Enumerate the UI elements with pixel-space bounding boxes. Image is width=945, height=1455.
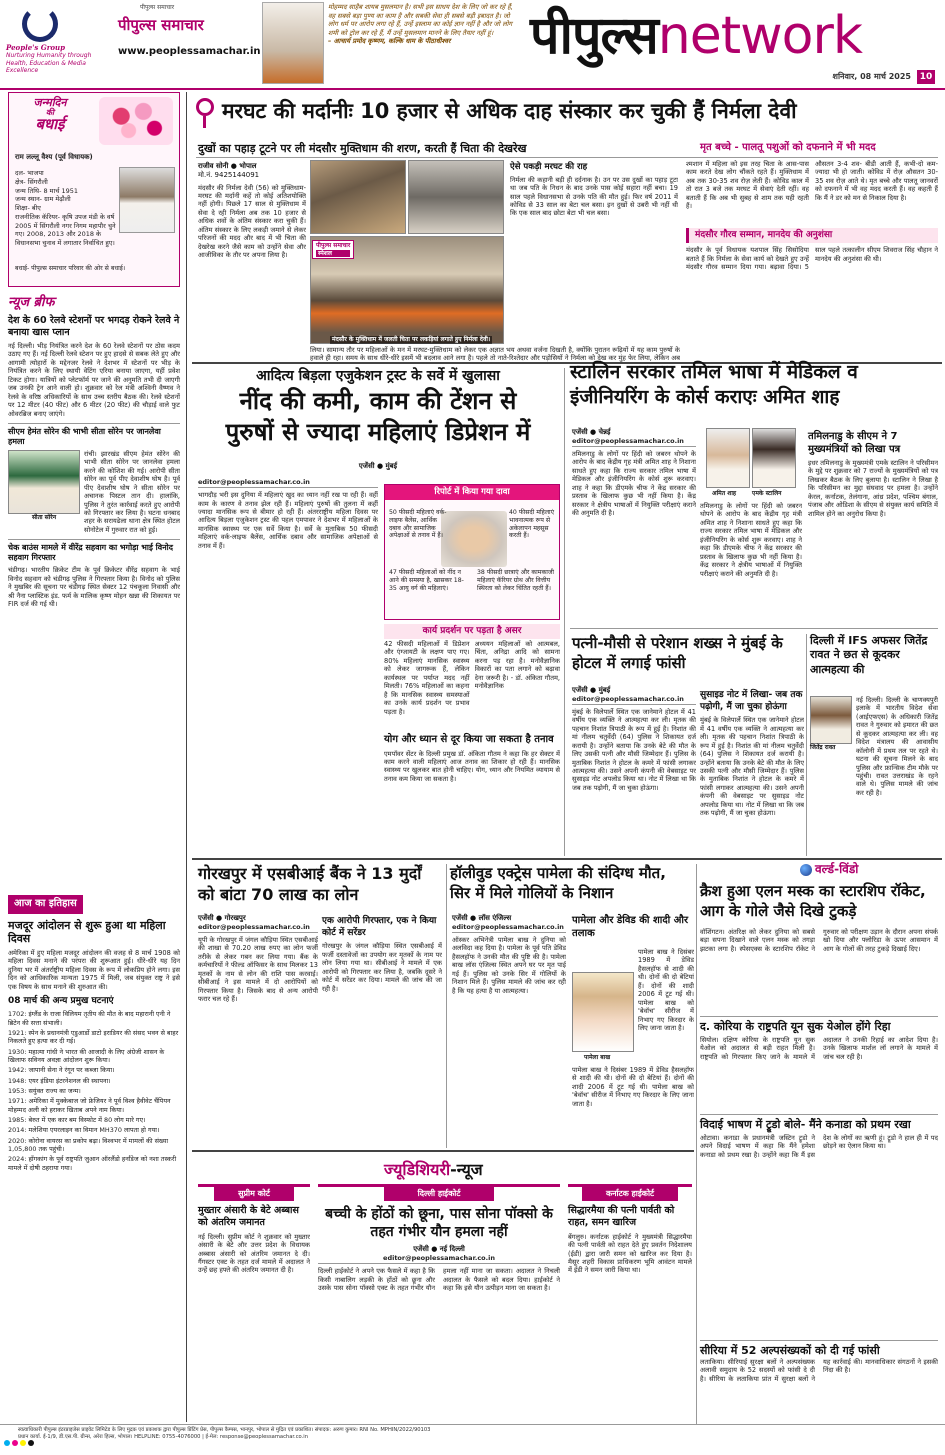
depression-headline-block bbox=[198, 368, 558, 448]
imprint-footer bbox=[0, 1424, 945, 1455]
lead-deck-rule bbox=[196, 157, 938, 158]
history-event: 1971: अमेरिका में मुक्केबाज जो फ्रेजियर ने पूर्व विश्व हैवीवेट चैंपियन मोहम्मद अली को हराकर खिताब अपने नाम किया। bbox=[8, 1097, 171, 1114]
stalin-letter-heading: तमिलनाडु के सीएम ने 7 मुख्यमंत्रियों को लिखा पत्र bbox=[808, 431, 901, 455]
pamela-sub-body: पामेला बाख ने दिसंबर 1989 में डेविड हैसलहॉफ से शादी की थी। दोनों की दो बेटियां हैं। दोनों की शादी 2006 में टूट गई थी। पामेला बाख को 'बेवॉच' सीरीज में निभाए गए किरदार के लिए जाना जाता है। bbox=[638, 948, 694, 1032]
depression-column-2 bbox=[384, 640, 560, 728]
trudeau-headline[interactable]: विदाई भाषण में ट्रूडो बोले- मैंने कनाडा को प्रथम रखा bbox=[700, 1114, 938, 1132]
history-event: 1921: स्पेन के प्रधानमंत्री एडुआर्डो डाटो इराडियर की संसद भवन से बाहर निकलते हुए हत्या कर दी गई। bbox=[8, 1029, 179, 1046]
mumbai-email[interactable]: editor@peoplessamachar.co.in bbox=[572, 695, 696, 705]
acharya-photo bbox=[262, 2, 324, 84]
birthday-heading: जन्मदिन की बधाई bbox=[33, 96, 67, 133]
stalin-bottom-rule bbox=[570, 628, 938, 629]
globe-icon bbox=[800, 864, 812, 876]
nirmla-devi-photo bbox=[310, 160, 406, 234]
lead-subhead-path: ऐसे पकड़ी मरघट की राह bbox=[510, 162, 588, 172]
ifs-column bbox=[810, 696, 938, 852]
sita-soren-brief-title[interactable]: सीएम हेमंत सोरेन की भाभी सीता सोरेन पर जानलेवा हमला bbox=[8, 423, 180, 447]
mk-stalin-caption: एमके स्टालिन bbox=[752, 490, 782, 497]
stalin-byline: एजेंसी ● चेन्नई bbox=[572, 428, 611, 436]
ifs-photo-slot bbox=[810, 696, 852, 852]
sita-soren-photo-slot bbox=[8, 450, 80, 522]
lead-body-3: निर्मला की कहानी बड़ी ही दर्दनाक है। उन पर उस दुखों का पहाड़ टूटा था जब पति के निधन के बाद उनके पास कोई सहारा नहीं बचा। 19 साल पहले विधानसभा से उनके पति की मौत हुई। फिर वर्ष 2011 में कोविड से 33 साल का बेटा चल बसा। इन दुखों से उबरी भी नहीं थी कि एक साल बाद छोटा बेटा भी चल बसा। bbox=[510, 175, 678, 218]
delhi-hc-label: दिल्ली हाईकोर्ट bbox=[384, 1187, 494, 1201]
peoples-samachar-small: पीपुल्स समाचार bbox=[140, 4, 175, 11]
judiciary-news-label: ज्यूडिशियरी-न्यूज bbox=[384, 1160, 483, 1179]
history-label: आज का इतिहास bbox=[8, 895, 83, 914]
report-infobox bbox=[384, 484, 560, 620]
syria-body: लताकिया। सीरियाई सुरक्षा बलों ने अल्पसंख्यक अलावी समुदाय के 52 सदस्यों को फांसी दे दी है। सीरिया के लताकिया प्रांत में सुरक्षा बलों ने यह कार्रवाई की। मानवाधिकार संगठनों ने इसकी निंदा की है। bbox=[700, 1358, 938, 1383]
yoga-block bbox=[384, 734, 560, 826]
lead-side-deck: मृत बच्चे - पालतू पशुओं को दफनाने में भी मदद bbox=[700, 142, 876, 153]
delhi-hc-email[interactable]: editor@peoplessamachar.co.in bbox=[318, 1254, 560, 1264]
pamela-email[interactable]: editor@peoplessamachar.co.in bbox=[452, 923, 566, 933]
pamela-sub-body-cont: पामेला बाख ने दिसंबर 1989 में डेविड हैसलहॉफ से शादी की थी। दोनों की दो बेटियां हैं। दोनों की शादी 2006 में टूट गई थी। पामेला बाख को 'बेवॉच' सीरीज में निभाए गए किरदार के लिए जाना जाता है। bbox=[572, 1066, 694, 1108]
delhi-hc-title[interactable]: बच्ची के होंठों को छूना, पास सोना पॉक्सो के तहत गंभीर यौन हमला नहीं bbox=[325, 1206, 553, 1241]
ifs-photo-caption: जितेंद्र रावत bbox=[810, 744, 836, 751]
gorakhpur-column-1 bbox=[198, 914, 318, 1158]
depression-body-2: 42 फीसदी महिलाओं में डिप्रेशन और एंग्जायटी के लक्षण पाए गए। 80% महिलाएं मानसिक स्वास्थ्य को लेकर जागरूक हैं, लेकिन कार्यस्थल पर पर्याप्त मदद नहीं मिलती। 76% महिलाओं का कहना है कि मानसिक स्वास्थ्य समस्याओं का उनके कार्य प्रदर्शन पर प्रभाव पड़ता है। bbox=[384, 640, 470, 716]
website-url[interactable]: www.peoplessamachar.in bbox=[118, 46, 261, 57]
lead-deck: दुखों का पहाड़ टूटने पर ली मंदसौर मुक्तिधाम की शरण, करती हैं चिता की देखरेख bbox=[198, 142, 527, 155]
peoples-samachar-logo: पीपुल्स समाचार bbox=[118, 16, 204, 34]
supreme-court-box bbox=[198, 1184, 310, 1415]
report-infobox-heading: रिपोर्ट में किया गया दावा bbox=[385, 485, 559, 500]
karnataka-hc-label: कर्नाटक हाईकोर्ट bbox=[582, 1187, 678, 1201]
page-number: 10 bbox=[917, 70, 935, 84]
report-stat-2: 40 फीसदी महिलाएं भावनात्मक रूप से अकेलापन महसूस करती हैं। bbox=[509, 509, 555, 540]
depression-body-4: अध्ययन महिलाओं को आत्मबल, चिंता, अनिद्रा आदि को सामना करना पड़ रहा है। मनोवैज्ञानिक विकारों का पता लगाने को बढ़ावा देना जरूरी है। - डॉ. अंकिता गौतम, मनोवैज्ञानिक bbox=[474, 640, 560, 691]
gorakhpur-body: यूपी के गोरखपुर में जंगल कौड़िया स्थित एसबीआई की शाखा से 70.20 लाख रुपए का लोन फर्जी तरीके से लेकर गबन कर लिया गया। बैंक के कर्मचारियों ने फील्ड ऑफिसर के साथ मिलकर 13 मृतकों के नाम से लोन की राशि पास करवाई। सीबीआई ने इस मामले में दो आरोपियों को गिरफ्तार किया है। जिसके बाद से अन्य आरोपी फरार चल रहे हैं। bbox=[198, 935, 318, 1003]
stalin-body: तमिलनाडु के लोगों पर हिंदी को जबरन थोपने के आरोप के बाद केंद्रीय गृह मंत्री अमित शाह ने निशाना साधते हुए कहा कि राज्य सरकार तमिल भाषा में मेडिकल और इंजीनियरिंग के कोर्स शुरू करवाए। शाह ने कहा कि डीएमके चीफ ने केंद्र सरकार की प्रस्ताव के खिलाफ कुछ भी नहीं किया है। केंद्र सरकार ने क्षेत्रीय भाषाओं में नियुक्ति परीक्षाएं कराने की अनुमति दी है। bbox=[572, 449, 696, 517]
starship-headline[interactable]: क्रैश हुआ एलन मस्क का स्टारशिप रॉकेट, आग के गोले जैसे दिखे टुकड़े bbox=[700, 882, 926, 920]
pamela-subhead: पामेला और डेविड की शादी और तलाक bbox=[572, 915, 689, 939]
supreme-court-label: सुप्रीम कोर्ट bbox=[214, 1187, 294, 1201]
nirmla-devi-portrait bbox=[408, 160, 504, 234]
news-brief-column bbox=[8, 295, 180, 609]
female-symbol-icon bbox=[196, 98, 218, 130]
jitendra-rawat-photo bbox=[810, 696, 852, 744]
depression-body-1: भागदौड़ भरी इस दुनिया में महिलाएं खुद का ध्यान नहीं रख पा रही हैं। वहीं काम के कारण वे तनाव झेल रही हैं। महिलाएं पुरुषों की तुलना में कहीं ज्यादा मानसिक रूप से बीमार हो रही हैं। अंतरराष्ट्रीय महिला दिवस पर आदित्य बिड़ला एजुकेशन ट्रस्ट की पहल एमपावर ने देशभर में महिलाओं के मानसिक स्वास्थ्य पर एक सर्वे किया है। सर्वे के मुताबिक 50 फीसदी महिलाएं वर्क-लाइफ बैलेंस, आर्थिक दबाव और सामाजिक अपेक्षाओं से तनाव में हैं। bbox=[198, 491, 378, 550]
pamela-column-1 bbox=[452, 914, 566, 1144]
depression-kicker: आदित्य बिड़ला एजुकेशन ट्रस्ट के सर्वे में खुलासा bbox=[256, 368, 500, 384]
performance-subhead: कार्य प्रदर्शन पर पड़ता है असर bbox=[384, 624, 560, 639]
karnataka-hc-title[interactable]: सिद्धारमैया की पत्नी पार्वती को राहत, समन खारिज bbox=[568, 1205, 675, 1229]
mumbai-column-1 bbox=[572, 686, 696, 856]
lead-phone: मो.नं. 9425144091 bbox=[198, 170, 260, 179]
birthday-person-name: राम लल्लू वैश्य (पूर्व विधायक) bbox=[15, 153, 93, 161]
birthday-footer: बधाई- पीपुल्स समाचार परिवार की ओर से बधाई। bbox=[15, 265, 126, 272]
gorakhpur-subhead: एक आरोपी गिरफ्तार, एक ने किया कोर्ट में सरेंडर bbox=[322, 916, 437, 938]
history-body: अमेरिका में हुए महिला मजदूर आंदोलन की वजह से 8 मार्च 1908 को महिला दिवस मनाने की परंपरा की शुरूआत हुई। धीरे-धीरे यह दिन दुनिया भर में अंतर्राष्ट्रीय महिला दिवस के रूप में लोकप्रिय होने लगा। इस दिन को आधिकारिक मान्यता 1975 में मिली, जब संयुक्त राष्ट्र ने इसे एक विषय के साथ मनाने की शुरुआत की। bbox=[8, 949, 180, 991]
history-column bbox=[8, 895, 180, 1174]
sehwag-brief-body: चंडीगढ़। भारतीय क्रिकेट टीम के पूर्व क्रिकेटर वीरेंद्र सहवाग के भाई विनोद सहवाग को चंडीगढ़ पुलिस ने गिरफ्तार किया है। विनोद को पुलिस ने मुखबिर की सूचना पर चंडीगढ़ स्थित सेक्टर 12 पंचकूला निवासी और श्री नैना प्लास्टिक इंड. फर्म के मालिक कृष्ण मोहन खन्ना की शिकायत पर FIR दर्ज की गई थी। bbox=[8, 566, 180, 609]
supreme-court-title[interactable]: मुख्तार अंसारी के बेटे अब्बास को अंतरिम जमानत bbox=[198, 1205, 299, 1229]
history-event: 1942: जापानी सेना ने रंगून पर कब्जा किया। bbox=[8, 1066, 115, 1075]
delhi-hc-body: दिल्ली हाईकोर्ट ने अपने एक फैसले में कहा है कि किसी नाबालिग लड़की के होंठों को छूना और उसके पास सोना पॉक्सो एक्ट के तहत गंभीर यौन हमला नहीं माना जा सकता। अदालत ने निचली अदालत के फैसले को बदल दिया। हाईकोर्ट ने कहा कि इसे यौन उत्पीड़न माना जा सकता है। bbox=[318, 1267, 560, 1293]
gorakhpur-body-2: गोरखपुर के जंगल कौड़िया स्थित एसबीआई में फर्जी दस्तावेजों का उपयोग कर मृतकों के नाम पर लोन लिया गया था। सीबीआई ने मामले में एक आरोपी को गिरफ्तार कर लिया है, जबकि दूसरे ने कोर्ट में सरेंडर कर दिया। मामले की जांच की जा रही है। bbox=[322, 942, 442, 993]
stalin-body-cont: तमिलनाडु के लोगों पर हिंदी को जबरन थोपने के आरोप के बाद केंद्रीय गृह मंत्री अमित शाह ने निशाना साधते हुए कहा कि राज्य सरकार तमिल भाषा में मेडिकल और इंजीनियरिंग के कोर्स शुरू करवाए। शाह ने कहा कि डीएमके चीफ ने केंद्र सरकार की प्रस्ताव के खिलाफ कुछ भी नहीं किया है। केंद्र सरकार ने क्षेत्रीय भाषाओं में नियुक्ति परीक्षाएं कराने की अनुमति दी है। bbox=[700, 502, 802, 578]
pamela-bach-photo bbox=[572, 972, 634, 1052]
lead-photo-caption: मंदसौर के मुक्तिधाम में जलती चिता पर लकड़ियां लगाते हुए निर्मला देवी। bbox=[332, 336, 491, 343]
pamela-caption: पामेला बाख bbox=[584, 1054, 611, 1061]
karnataka-hc-body: बेंगलुरु। कर्नाटक हाईकोर्ट ने मुख्यमंत्री सिद्धारमैया की पत्नी पार्वती को राहत देते हुए प्रवर्तन निदेशालय (ईडी) द्वारा जारी समन को खारिज कर दिया है। मैसूर शहरी विकास प्राधिकरण भूमि आवंटन मामले में ईडी ने समन जारी किया था। bbox=[568, 1232, 692, 1275]
history-event: 1930: महात्मा गांधी ने भारत की आजादी के लिए अंग्रेजी शासन के खिलाफ सविनय अवज्ञा आंदोलन शुरू किया। bbox=[8, 1047, 165, 1065]
mumbai-headline[interactable]: पत्नी-मौसी से परेशान शख्स ने मुंबई के होटल में लगाई फांसी bbox=[572, 634, 783, 672]
yoga-body: एमपॉवर सेंटर के दिल्ली प्रमुख डॉ. अंकिता गौतम ने कहा कि हर सेक्टर में काम करने वाली महिलाएं आज तनाव का शिकार हो रही हैं। मानसिक स्वास्थ्य पर खुलकर बात होनी चाहिए। योग, ध्यान और नियमित व्यायाम से तनाव कम किया जा सकता है। bbox=[384, 749, 560, 783]
karnataka-hc-box bbox=[568, 1184, 692, 1403]
imprint-line-1: स्वत्वाधिकारी पीपुल्स इंटरप्राइजेस प्राइवेट लिमिटेड के लिए मुद्रक एवं प्रकाशक द्वारा पीपुल्स प्रिंटिंग प्रेस, पीपुल्स कैम्पस, भानपुर, भोपाल से मुद्रित एवं प्रकाशित। संपादक: अरुण कुमार। RNI No. MPHIN/2022/90103 bbox=[18, 1427, 431, 1433]
sita-soren-photo bbox=[8, 450, 80, 514]
stalin-email[interactable]: editor@peoplessamachar.co.in bbox=[572, 437, 696, 447]
masthead bbox=[0, 0, 945, 90]
ifs-divider bbox=[806, 634, 807, 856]
lead-body-5: औसतन 3-4 शव- बीडी आती हैं, कभी-दो कम-ज्यादा भी हो जाती। कोविड में रोज़ औसतन 30-35 शव रोज़ आते थे। मृत बच्चे और पालतू जानवरों को दफनाने में भी वह मदद करती हैं। वह कहती हैं कि मैं ने डर को मन से निकाल दिया है। bbox=[815, 160, 938, 202]
peoples-group-logo-icon bbox=[22, 6, 58, 42]
depression-headline-2[interactable]: पुरुषों से ज्यादा महिलाएं डिप्रेशन में bbox=[225, 417, 531, 446]
lead-column-3 bbox=[510, 162, 678, 352]
lead-body-1: मंदसौर की निर्मला देवी (56) को मुक्तिधाम- मरघट की मर्दानी कहें तो कोई अतिशयोक्ति नहीं होगी। पिछले 17 साल से मुक्तिधाम में सेवा दे रही निर्मला अब तक 10 हजार से अधिक शवों के अंतिम संस्कार करा चुकी हैं। अंतिम संस्कार के लिए लकड़ी जमाने से लेकर परिजनों की मदद और बाद में भी चिता की देखरेख करने जैसे काम को उन्होंने सेवा और आजीविका के तौर पर अपना लिया है। bbox=[198, 183, 306, 259]
mandsaur-gaurav-heading: मंदसौर गौरव सम्मान, मानदेय की अनुशंसा bbox=[686, 228, 938, 243]
history-event: 1948: एयर इंडिया इंटरनेशनल की स्थापना। bbox=[8, 1076, 111, 1085]
pamela-byline: एजेंसी ● लॉस एंजिल्स bbox=[452, 914, 512, 922]
depression-byline-block bbox=[198, 462, 558, 471]
mk-stalin-photo bbox=[752, 428, 796, 488]
mumbai-byline: एजेंसी ● मुंबई bbox=[572, 686, 611, 694]
lead-body-2: लिया। सामान्य तौर पर महिलाओं के मन में मरघट-मुक्तिधाम को लेकर एक अज्ञात भय अथवा वर्जना दिखती है, क्योंकि पुरातन रूढ़ियों में यह काम पुरुषों के हवाले ही रहा। समय के साथ धीरे-धीरे इसमें भी बदलाव आने लगा है। पहले तो नाते-रिश्तेदार और पड़ोसियों ने निर्मला को देख कर मुंह फेर लिया, लेकिन अब bbox=[310, 346, 680, 362]
pamela-body: ऑस्कर अभिनेत्री पामेला बाख ने दुनिया को अलविदा कह दिया है। पामेला के पूर्व पति डेविड हैसलहॉफ ने उनकी मौत की पुष्टि की है। पामेला बाख लॉस एंजिल्स स्थित अपने घर पर मृत पाई गई हैं। पुलिस को उनके सिर में गोलियों के निशान मिले हैं। पुलिस मामले की जांच कर रही है कि यह हत्या है या आत्महत्या। bbox=[452, 935, 566, 995]
lead-side-column bbox=[686, 160, 938, 318]
ifs-body: नई दिल्ली। दिल्ली के चाणक्यपुरी इलाके में भारतीय विदेश सेवा (आईएफएस) के अधिकारी जितेंद्र रावत ने गुरुवार को इमारत की छत से कूदकर आत्महत्या कर ली। वह विदेश मंत्रालय की आवासीय कॉलोनी में प्रथम तल पर रहते थे। घटना की सूचना मिलने के बाद पुलिस और फ्रान्सिक टीम मौके पर पहुंची। रावत उत्तराखंड के रहने वाले थे। पुलिस मामले की जांच कर रही है। bbox=[856, 696, 938, 797]
mumbai-body-cont: मुंबई के विलेपार्ले स्थित एक जानेमाने होटल में 41 वर्षीय एक व्यक्ति ने आत्महत्या कर ली। मृतक की पहचान निशांत त्रिपाठी के रूप में हुई है। निशांत की मां नीलम चतुर्वेदी (64) पुलिस ने शिकायत दर्ज करायी है। उन्होंने बताया कि उनके बेटे की मौत के लिए उसकी पत्नी और मौसी जिम्मेदार हैं। पुलिस के मुताबिक निशांत ने होटल के कमरे में फांसी लगाकर आत्महत्या की। उसने अपनी कंपनी की वेबसाइट पर सुसाइड नोट अपलोड किया था। नोट में लिखा था कि जब तक पढ़ोगी, मैं जा चुका होऊंगा। bbox=[700, 716, 804, 818]
lead-headline[interactable]: मरघट की मर्दानीः 10 हजार से अधिक दाह संस्कार कर चुकी हैं निर्मला देवी bbox=[222, 99, 797, 123]
amit-shah-photo bbox=[706, 428, 750, 488]
ifs-headline[interactable]: दिल्ली में IFS अफसर जितेंद्र रावत ने छत से कूदकर आत्महत्या की bbox=[810, 634, 928, 676]
depression-byline: एजेंसी ● मुंबई bbox=[358, 462, 398, 470]
gorakhpur-column-2 bbox=[322, 916, 442, 1138]
history-events-heading: 08 मार्च की अन्य प्रमुख घटनाएं bbox=[8, 996, 114, 1007]
news-brief-heading: न्यूज ब्रीफ bbox=[8, 295, 55, 310]
history-event: 1985: बेरुत में एक कार बम विस्फोट में 80 लोग मारे गए। bbox=[8, 1116, 146, 1125]
masthead-divider bbox=[0, 88, 945, 90]
depression-right-divider bbox=[564, 368, 565, 856]
history-event: 2024: हॉंगकांग के पूर्व राष्ट्रपति जुआन ऑरलैंडो हर्नांडेज को नशा तस्करी मामले में दोषी ठहराया गया। bbox=[8, 1155, 177, 1172]
pamela-headline[interactable]: हॉलीवुड एक्ट्रेस पामेला की संदिग्ध मौत, सिर में मिले गोलियों के निशान bbox=[450, 864, 666, 902]
report-stat-3: 47 फीसदी महिलाओं को नींद न आने की समस्या है, खासकर 18-35 आयु वर्ग की महिलाएं। bbox=[389, 569, 464, 592]
history-events-list bbox=[8, 1010, 180, 1172]
stalin-column-1 bbox=[572, 428, 696, 606]
syria-headline[interactable]: सीरिया में 52 अल्पसंख्यकों को दी गई फांसी bbox=[700, 1340, 938, 1358]
history-event: 1953: सयुंक्त राज्य का जन्म। bbox=[8, 1087, 81, 1096]
registration-mark-icon bbox=[12, 1440, 18, 1446]
stalin-letter-box bbox=[808, 430, 938, 611]
birthday-person-photo bbox=[119, 167, 175, 233]
sehwag-brief-title[interactable]: चेक बाउंस मामले में वीरेंद्र सहवाग का भगोड़ा भाई विनोद सहवाग गिरफ्तार bbox=[8, 539, 180, 563]
mid-page-rule bbox=[192, 858, 942, 860]
history-event: 2014: मलेशिया एयरलाइन का विमान MH370 लापता हो गया। bbox=[8, 1126, 160, 1135]
mumbai-body: मुंबई के विलेपार्ले स्थित एक जानेमाने होटल में 41 वर्षीय एक व्यक्ति ने आत्महत्या कर ली। मृतक की पहचान निशांत त्रिपाठी के रूप में हुई है। निशांत की मां नीलम चतुर्वेदी (64) पुलिस ने शिकायत दर्ज करायी है। उन्होंने बताया कि उनके बेटे की मौत के लिए उसकी पत्नी और मौसी जिम्मेदार हैं। पुलिस के मुताबिक निशांत ने होटल के कमरे में फांसी लगाकर आत्महत्या की। उसने अपनी कंपनी की वेबसाइट पर सुसाइड नोट अपलोड किया था। नोट में लिखा था कि जब तक पढ़ोगी, मैं जा चुका होऊंगा। bbox=[572, 707, 696, 792]
yoga-subhead: योग और ध्यान से दूर किया जा सकता है तनाव bbox=[384, 734, 554, 745]
history-title[interactable]: मजदूर आंदोलन से शुरू हुआ था महिला दिवस bbox=[8, 918, 166, 946]
gorakhpur-divider bbox=[446, 864, 447, 1148]
railway-brief-body: नई दिल्ली। भीड़ नियंत्रित करने देश के 60 रेलवे स्टेशनों पर ठोस कदम उठाए गए हैं। नई दिल्ली रेलवे स्टेशन पर हुए हादसे से सबक लेते हुए और आगामी त्योहारों के मद्देनजर रेलवे ने देशभर में स्टेशनों पर भीड़ के नियंत्रित करने के लिए स्थायी वेटिंग एरिया बनाया जाएगा, यहीं प्रवेश टिकट होगा। यात्रियों को प्लेटफॉर्म पर जाने की अनुमति तभी दी जाएगी जब उनकी ट्रेन आने वाली हो। शुक्रवार को रेल मंत्री अश्विनी वैष्णव ने रेलवे के वरिष्ठ अधिकारियों के साथ उच्च स्तरीय बैठक की। रेलवे स्टेशनों पर 12 मीटर (40 फीट) और 6 मीटर (20 फीट) की चौड़ाई वाले फुट ओवरब्रिज बनाए जाएंगे। bbox=[8, 342, 180, 418]
peoples-group-tagline: People's Group Nurturing Humanity through Health, Education & Media Excellence bbox=[6, 43, 92, 74]
flower-bouquet-icon bbox=[99, 97, 173, 145]
amit-shah-caption: अमित शाह bbox=[712, 490, 737, 497]
quote-of-day: मोहम्मद साहैब शायब मुसलमान है। सभी इस साधय देश के लिए जो कर रहे हैं, वह सबसे बड़ा पुण्य का काम है और सबकी सेवा ही सबसे बड़ी इबादत है। जो लोग धर्म पर आरोप लगा रहे हैं, उन्हें इस्लाम का कोई ज्ञान नहीं है और जो लोग शमी को ट्रोल कर रहे हैं, मैं उन्हें मुसलमान मानने के लिए तैयार नहीं हूं। – आचार्य प्रमोद कृष्णम, कल्कि धाम के पीठाधीश्वर bbox=[328, 3, 513, 46]
delhi-hc-byline: एजेंसी ● नई दिल्ली bbox=[413, 1245, 465, 1254]
world-divider bbox=[696, 864, 697, 1424]
stalin-headline[interactable]: स्टालिन सरकार तमिल भाषा में मेडिकल व इंजीनियरिंग के कोर्स कराएः अमित शाह bbox=[570, 361, 858, 408]
peoples-samachar-special-stamp: पीपुल्स समाचार स्पेशल bbox=[312, 240, 354, 259]
world-window-label: वर्ल्ड-विंडो bbox=[800, 862, 936, 877]
trudeau-body: ओटावा। कनाडा के प्रधानमंत्री जस्टिन ट्रूडो ने अपने विदाई भाषण में कहा कि मैंने हमेशा कनाडा को प्रथम रखा है। उन्होंने कहा कि मैं इस देश के लोगों का ऋणी हूं। ट्रूडो ने हाल ही में पद छोड़ने का ऐलान किया था। bbox=[700, 1134, 938, 1159]
history-event: 1702: इंग्लैंड के राजा विलियम तृतीय की मौत के बाद महारानी एनी ने ब्रिटेन की सत्ता संभाली। bbox=[8, 1010, 171, 1027]
report-stat-1: 50 फीसदी महिलाएं वर्क-लाइफ बैलेंस, आर्थिक दबाव और सामाजिक अपेक्षाओं से तनाव में हैं। bbox=[389, 509, 447, 540]
lead-byline: राजीव सोनी ● भोपाल bbox=[198, 162, 257, 170]
registration-mark-icon bbox=[28, 1440, 34, 1446]
imprint-line-2: प्रधान कार्या. ई-1/9, डी.एस.पी. ग्रीन्स, अरेरा हिल्स, भोपाल। HELPLINE: 0755-4076000 | ई-मेल: response@peoplessamachar.co.in bbox=[18, 1433, 309, 1440]
history-event: 2020: कोरोना वायरस का प्रकोप बढ़ा। विश्वभर में मामलों की संख्या 1,05,800 तक पहुंची। bbox=[8, 1136, 169, 1154]
korea-headline[interactable]: द. कोरिया के राष्ट्रपति यून सुक येओल होंगे रिहा bbox=[700, 1016, 938, 1034]
depression-column-1 bbox=[198, 478, 378, 769]
registration-mark-icon bbox=[20, 1440, 26, 1446]
stalin-letter-body: इधर तमिलनाडु के मुख्यमंत्री एमके स्टालिन ने परिसीमन के मुद्दे पर शुक्रवार को 7 राज्यों के मुख्यमंत्रियों को पत्र लिखकर बैठक के लिए बुलाया है। स्टालिन ने लिखा है कि परिसीमन का मुद्दा संघवाद पर हमला है। उन्होंने केरल, कर्नाटक, तेलंगाना, आंध्र प्रदेश, पश्चिम बंगाल, पंजाब और ओडिशा के सीएम से संयुक्त कार्य समिति में शामिल होने का अनुरोध किया है। bbox=[808, 459, 938, 518]
gorakhpur-byline: एजेंसी ● गोरखपुर bbox=[198, 914, 246, 922]
birthday-box bbox=[8, 92, 180, 287]
sita-soren-brief-body: रांची। झारखंड सीएम हेमंत सोरेन की भाभी सीता सोरेन पर जानलेवा हमला करने की कोशिश की गई। आरोपी सीता सोरेन का पूर्व पीए देवाशीष घोष है। पूर्व पीए देवाशीष घोष ने सीता सोरेन पर अचानक पिस्टल तान दी। हालांकि, पुलिस ने तुरंत कार्रवाई करते हुए आरोपी को गिरफ्तार कर लिया है। घटना धनबाद शहर के सरायढेला थाना क्षेत्र स्थित होटल सोनोटेल में गुरुवार रात को हुई। bbox=[84, 449, 180, 534]
gorakhpur-email[interactable]: editor@peoplessamachar.co.in bbox=[198, 923, 318, 933]
sita-soren-caption: सीता सोरेन bbox=[31, 513, 57, 521]
depression-headline-1[interactable]: नींद की कमी, काम की टेंशन से bbox=[239, 386, 517, 415]
peoples-network-logo: पीपुल्सnetwork bbox=[530, 6, 862, 66]
supreme-court-body: नई दिल्ली। सुप्रीम कोर्ट ने शुक्रवार को मुख्तार अंसारी के बेटे और उत्तर प्रदेश के विधायक अब्बास अंसारी को अंतरिम जमानत दे दी। गैंगस्टर एक्ट के तहत दर्ज मामले में अदालत ने उन्हें छह हफ्ते की अंतरिम जमानत दी है। bbox=[198, 1232, 310, 1275]
depression-email[interactable]: editor@peoplessamachar.co.in bbox=[198, 478, 378, 488]
korea-body: सियोल। दक्षिण कोरिया के राष्ट्रपति यून सुक येओल को अदालत से बड़ी राहत मिली है। राष्ट्रपति को गिरफ्तार किए जाने के मामले में अदालत ने उनकी रिहाई का आदेश दिया है। उनके खिलाफ मार्शल लॉ लगाने के मामले में जांच चल रही है। bbox=[700, 1036, 938, 1061]
left-column-divider bbox=[186, 92, 187, 1422]
railway-brief-title[interactable]: देश के 60 रेलवे स्टेशनों पर भगदड़ रोकने रेलवे ने बनाया खास प्लान bbox=[8, 315, 180, 339]
mumbai-subhead: सुसाइड नोट में लिखा- जब तक पढ़ोगी, मैं जा चुका होऊंगा bbox=[700, 690, 803, 712]
judiciary-top-rule bbox=[192, 1150, 694, 1152]
report-stat-4: 38 फीसदी छात्राएं और कामकाजी महिलाएं कॅरियर ग्रोथ और वित्तीय स्थिरता को लेकर चिंतित रहती हैं। bbox=[477, 569, 555, 592]
lead-body-4: श्मशान में महिला को इस तरह चिता के आस-पास काम करते देख लोग चौंकते रहते हैं। मुक्तिधाम में अब तक 30-35 शव रोज़ लेती हैं। कोविड काल में तो रात 3 बजे तक मरघट में सेवाएं देती रहीं। वह बताती हैं कि अब भी सुबह से शाम तक यही रहती हैं। bbox=[686, 160, 809, 211]
starship-body: वॉशिंगटन। अंतरिक्ष को लेकर दुनिया को सबसे बड़ा सपना दिखाने वाले एलन मस्क को तगड़ा झटका लगा है। स्पेसएक्स के स्टारशिप रॉकेट ने गुरुवार को परीक्षण उड़ान के दौरान अपना संपर्क खो दिया और फ्लोरिडा के ऊपर आसमान में आग के गोलों की तरह टुकड़े दिखाई दिए। bbox=[700, 928, 938, 953]
birthday-details: दल- भाजपा क्षेत्र- सिंगरौली जन्म तिथि- 8 मार्च 1951 जन्म स्थान- ग्राम मेढ़ौली शिक्षा- बीए राजनीतिक कॅरियर- कृषि उपज मंडी के वर्ष 2005 में सिंगरौली नगर निगम महापौर चुने गए। 2008, 2013 और 2018 के विधानसभा चुनाव में लगातार निर्वाचित हुए। bbox=[15, 169, 116, 248]
gorakhpur-headline[interactable]: गोरखपुर में एसबीआई बैंक ने 13 मुर्दों को बांटा 70 लाख का लोन bbox=[198, 864, 422, 904]
mandsaur-gaurav-body: मंदसौर के पूर्व विधायक यशपाल सिंह सिसोदिया बताते हैं कि निर्मला के सेवा कार्य को देखते हुए उन्हें मंदसौर गौरव सम्मान दिया गया। बढ़ावा दिया। 5 साल पहले तत्कालीन सीएम शिवराज सिंह चौहान ने मानदेय की अनुशंसा की थी। bbox=[686, 246, 938, 272]
delhi-hc-box bbox=[318, 1184, 560, 1377]
mumbai-column-2 bbox=[700, 690, 804, 842]
lead-column-1 bbox=[198, 162, 306, 360]
dateline: शनिवार, 08 मार्च 2025 bbox=[832, 72, 911, 81]
registration-mark-icon bbox=[4, 1440, 10, 1446]
stressed-woman-photo bbox=[441, 511, 507, 567]
